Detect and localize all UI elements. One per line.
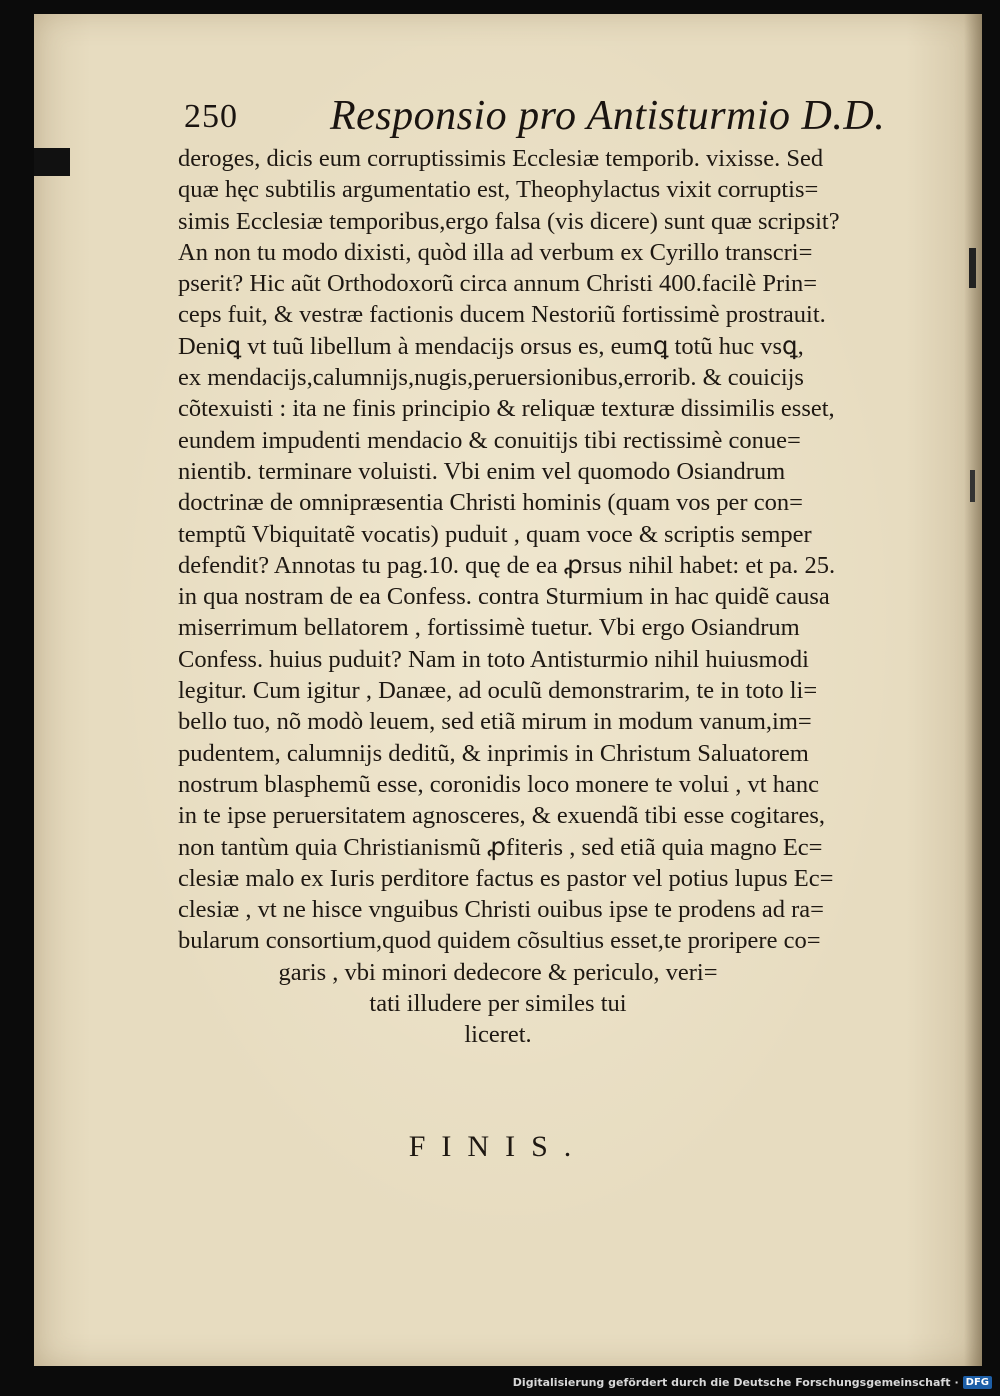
text-line: bello tuo, nõ modò leuem, sed etiã mirum in modum vanum,im= — [178, 708, 812, 736]
text-line: miserrimum bellatorem , fortissimè tuetur. Vbi ergo Osiandrum — [178, 614, 800, 642]
text-line: in qua nostram de ea Confess. contra Sturmium in hac quidẽ causa — [178, 583, 830, 611]
text-line: in te ipse peruersitatem agnosceres, & exuendã tibi esse cogitares, — [178, 802, 825, 830]
margin-mark-right — [970, 470, 975, 502]
digitization-credit: Digitalisierung gefördert durch die Deutsche Forschungsgemeinschaft · DFG — [513, 1370, 992, 1394]
text-line: cõtexuisti : ita ne finis principio & reliquæ texturæ dissimilis esset, — [178, 395, 835, 423]
text-line: nostrum blasphemũ esse, coronidis loco monere te volui , vt hanc — [178, 770, 819, 798]
text-line: nientib. terminare voluisti. Vbi enim vel quomodo Osiandrum — [178, 457, 786, 485]
body-text — [178, 143, 938, 1051]
text-line: clesiæ malo ex Iuris perditore factus es pastor vel potius lupus Ec= — [178, 864, 834, 892]
text-line: deroges, dicis eum corruptissimis Ecclesiæ temporib. vixisse. Sed — [178, 145, 824, 172]
text-line: simis Ecclesiæ temporibus,ergo falsa (vis dicere) sunt quæ scripsit? — [178, 207, 840, 235]
text-line: bularum consortium,quod quidem cõsultius esset,te proripere co= — [178, 927, 821, 955]
text-line: Deniꝗ vt tuũ libellum à mendacijs orsus es, eumꝗ totũ huc vsꝗ, — [178, 332, 804, 360]
text-line: An non tu modo dixisti, quòd illa ad verbum ex Cyrillo transcri= — [178, 238, 813, 266]
text-line: non tantùm quia Christianismũ ꝓfiteris , sed etiã quia magno Ec= — [178, 833, 823, 861]
text-line: clesiæ , vt ne hisce vnguibus Christi ouibus ipse te prodens ad ra= — [178, 896, 824, 924]
page-header — [184, 92, 884, 144]
dfg-logo-icon: DFG — [963, 1376, 992, 1389]
running-head: Responsio pro Antisturmio D.D. — [330, 93, 886, 139]
text-line: quæ hęc subtilis argumentatio est, Theophylactus vixit corruptis= — [178, 176, 819, 204]
page-number: 250 — [184, 98, 238, 135]
text-line: doctrinæ de omnipræsentia Christi hominis (quam vos per con= — [178, 489, 803, 517]
closing-line: liceret. — [464, 1021, 532, 1049]
page-edge-shadow — [964, 14, 982, 1366]
text-line: eundem impudenti mendacio & conuitijs tibi rectissimè conue= — [178, 426, 801, 454]
closing-line: garis , vbi minori dedecore & periculo, veri= — [278, 958, 718, 986]
text-line: Confess. huius puduit? Nam in toto Antisturmio nihil huiusmodi — [178, 645, 809, 673]
finis-heading: FINIS. — [408, 1130, 588, 1163]
credit-text: Digitalisierung gefördert durch die Deutsche Forschungsgemeinschaft — [512, 1375, 951, 1389]
closing-line: tati illudere per similes tui — [369, 990, 627, 1018]
text-line: ex mendacijs,calumnijs,nugis,peruersionibus,errorib. & couicijs — [178, 364, 804, 392]
text-line: legitur. Cum igitur , Danæe, ad oculũ demonstrarim, te in toto li= — [178, 677, 818, 705]
text-line: pserit? Hic aũt Orthodoxorũ circa annum Christi 400.facilè Prin= — [178, 270, 818, 298]
text-line: ceps fuit, & vestræ factionis ducem Nestoriũ fortissimè prostrauit. — [178, 301, 826, 329]
text-line: pudentem, calumnijs deditũ, & inprimis in Christum Saluatorem — [178, 739, 809, 767]
text-line: defendit? Annotas tu pag.10. quę de ea ꝓrsus nihil habet: et pa. 25. — [178, 551, 836, 579]
margin-mark-right — [969, 248, 976, 288]
margin-ribbon-mark — [34, 148, 70, 176]
text-line: temptũ Vbiquitatẽ vocatis) puduit , quam voce & scriptis semper — [178, 520, 812, 548]
